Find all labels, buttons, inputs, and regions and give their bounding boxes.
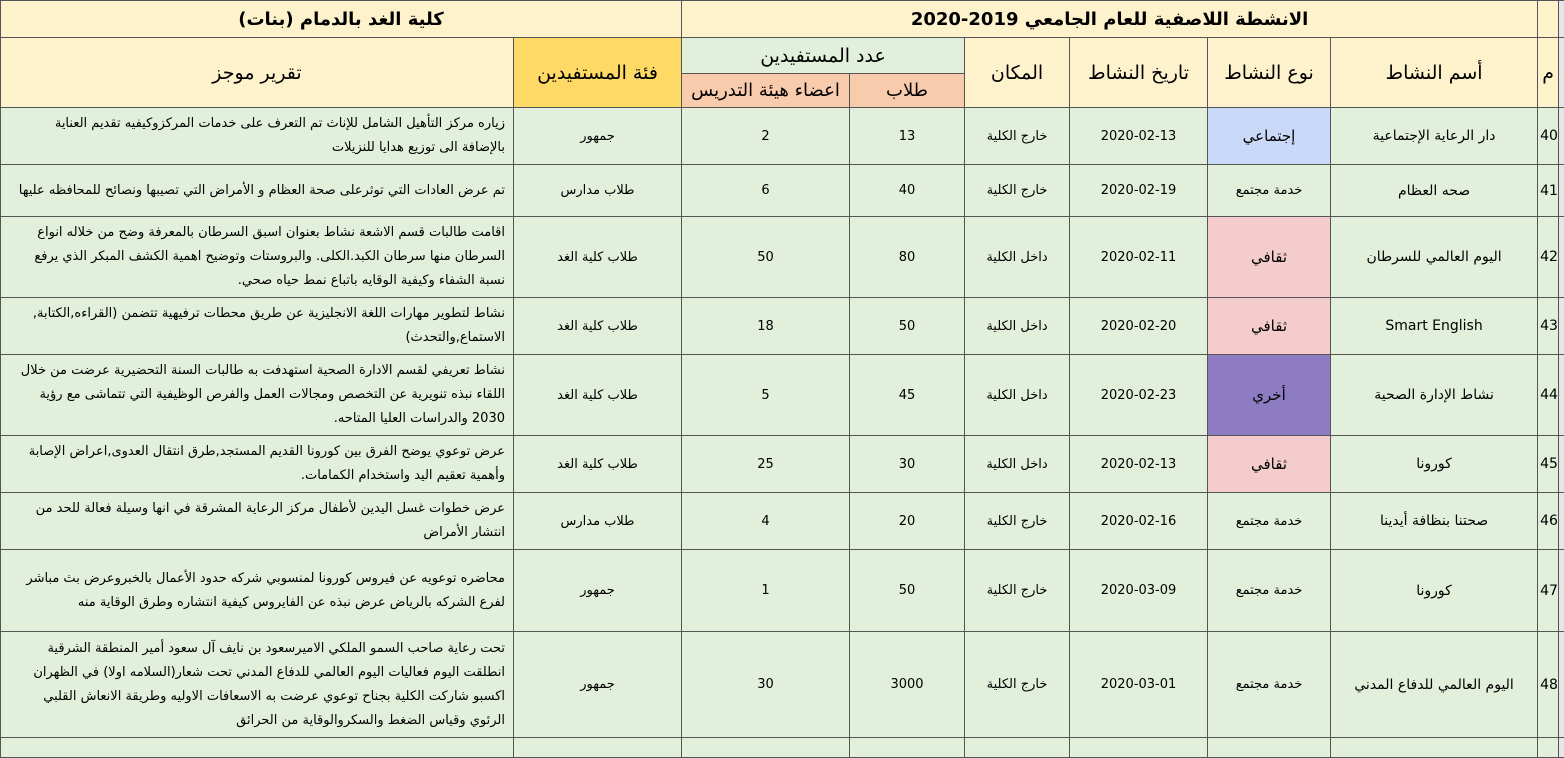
cell-location[interactable]: داخل الكلية	[965, 355, 1070, 436]
cell-type[interactable]: إجتماعي	[1208, 108, 1331, 165]
cell-name[interactable]: كورونا	[1331, 550, 1538, 632]
col-header-num[interactable]: م	[1538, 38, 1559, 108]
strip-cell[interactable]	[1559, 632, 1564, 738]
cell-location[interactable]: خارج الكلية	[965, 108, 1070, 165]
cell-name[interactable]: دار الرعاية الإجتماعية	[1331, 108, 1538, 165]
cell-faculty[interactable]: 4	[682, 493, 850, 550]
col-header-students[interactable]: طلاب	[850, 74, 965, 108]
cell-category[interactable]: طلاب كلية الغد	[514, 436, 682, 493]
cell-faculty[interactable]: 30	[682, 632, 850, 738]
cell-date[interactable]: 2020-02-20	[1070, 298, 1208, 355]
cell-empty[interactable]	[1070, 738, 1208, 758]
col-header-location[interactable]: المكان	[965, 38, 1070, 108]
cell-name[interactable]: اليوم العالمي للسرطان	[1331, 217, 1538, 298]
strip-cell[interactable]	[1559, 298, 1564, 355]
cell-faculty[interactable]: 2	[682, 108, 850, 165]
cell-num[interactable]: 42	[1538, 217, 1559, 298]
cell-category[interactable]: طلاب مدارس	[514, 493, 682, 550]
cell-faculty[interactable]: 50	[682, 217, 850, 298]
strip-cell[interactable]	[1559, 217, 1564, 298]
cell-category[interactable]: جمهور	[514, 550, 682, 632]
table-row	[1, 217, 1564, 298]
cell-faculty[interactable]: 5	[682, 355, 850, 436]
table-row	[1, 632, 1564, 738]
table-row	[1, 298, 1564, 355]
table-row	[1, 436, 1564, 493]
cell-empty[interactable]	[965, 738, 1070, 758]
cell-category[interactable]: طلاب كلية الغد	[514, 298, 682, 355]
cell-num[interactable]: 40	[1538, 108, 1559, 165]
col-header-type[interactable]: نوع النشاط	[1208, 38, 1331, 108]
cell-type[interactable]: ثقافي	[1208, 217, 1331, 298]
cell-name[interactable]: كورونا	[1331, 436, 1538, 493]
cell-date[interactable]: 2020-03-01	[1070, 632, 1208, 738]
cell-num[interactable]: 44	[1538, 355, 1559, 436]
cell-empty[interactable]	[1208, 738, 1331, 758]
cell-students[interactable]: 45	[850, 355, 965, 436]
cell-location[interactable]: خارج الكلية	[965, 632, 1070, 738]
table-row	[1, 108, 1564, 165]
cell-students[interactable]: 20	[850, 493, 965, 550]
table-row-partial	[1, 738, 1564, 758]
cell-empty[interactable]	[1331, 738, 1538, 758]
cell-type[interactable]: أخري	[1208, 355, 1331, 436]
cell-type[interactable]: خدمة مجتمع	[1208, 632, 1331, 738]
cell-summary[interactable]: نشاط لتطوير مهارات اللغة الانجليزية عن طريق محطات ترفيهية تتضمن (القراءه,الكتابة, الاستماع,والتحدث)	[1, 298, 514, 355]
cell-num[interactable]: 41	[1538, 165, 1559, 217]
cell-date[interactable]: 2020-02-13	[1070, 108, 1208, 165]
cell-location[interactable]: داخل الكلية	[965, 436, 1070, 493]
cell-num[interactable]: 43	[1538, 298, 1559, 355]
cell-date[interactable]: 2020-02-23	[1070, 355, 1208, 436]
cell-date[interactable]: 2020-02-16	[1070, 493, 1208, 550]
strip-cell[interactable]	[1559, 436, 1564, 493]
cell-location[interactable]: خارج الكلية	[965, 550, 1070, 632]
cell-name[interactable]: صحه العظام	[1331, 165, 1538, 217]
cell-category[interactable]: جمهور	[514, 108, 682, 165]
cell-students[interactable]: 50	[850, 550, 965, 632]
cell-date[interactable]: 2020-02-11	[1070, 217, 1208, 298]
cell-type[interactable]: خدمة مجتمع	[1208, 550, 1331, 632]
cell-type[interactable]: خدمة مجتمع	[1208, 165, 1331, 217]
cell-category[interactable]: طلاب مدارس	[514, 165, 682, 217]
col-header-name[interactable]: أسم النشاط	[1331, 38, 1538, 108]
header-filler-cell[interactable]	[1538, 1, 1559, 38]
cell-location[interactable]: خارج الكلية	[965, 493, 1070, 550]
cell-date[interactable]: 2020-02-19	[1070, 165, 1208, 217]
header-strip-cell[interactable]	[1559, 38, 1564, 108]
cell-faculty[interactable]: 25	[682, 436, 850, 493]
cell-location[interactable]: داخل الكلية	[965, 217, 1070, 298]
col-header-faculty[interactable]: اعضاء هيئة التدريس	[682, 74, 850, 108]
cell-summary[interactable]: زياره مركز التأهيل الشامل للإناث تم التعرف على خدمات المركزوكيفيه تقديم العناية بالإضافة الى توزيع هدايا للنزيلات	[1, 108, 514, 165]
cell-category[interactable]: طلاب كلية الغد	[514, 217, 682, 298]
col-header-date[interactable]: تاريخ النشاط	[1070, 38, 1208, 108]
table-row	[1, 165, 1564, 217]
cell-location[interactable]: خارج الكلية	[965, 165, 1070, 217]
header-strip-cell[interactable]	[1559, 1, 1564, 38]
strip-cell[interactable]	[1559, 493, 1564, 550]
cell-num[interactable]: 45	[1538, 436, 1559, 493]
cell-type[interactable]: ثقافي	[1208, 298, 1331, 355]
activities-title[interactable]: الانشطة اللاصفية للعام الجامعي 2019-2020	[682, 1, 1538, 38]
cell-name[interactable]: نشاط الإدارة الصحية	[1331, 355, 1538, 436]
cell-date[interactable]: 2020-03-09	[1070, 550, 1208, 632]
col-header-beneficiary-count[interactable]: عدد المستفيدين	[682, 38, 965, 74]
cell-summary[interactable]: اقامت طالبات قسم الاشعة نشاط بعنوان اسبق السرطان بالمعرفة وضح من خلاله انواع السرطان منها سرطان الكبد.الكلى. والبروستات وتوضيح اهمية الكشف المبكر الذي يرفع نسبة الشفاء وكيفية الوقايه باتباع نمط حياه صحي.	[1, 217, 514, 298]
strip-cell[interactable]	[1559, 738, 1564, 758]
col-header-summary[interactable]: تقرير موجز	[1, 38, 514, 108]
college-title[interactable]: كلية الغد بالدمام (بنات)	[1, 1, 682, 38]
col-header-beneficiary-category[interactable]: فئة المستفيدين	[514, 38, 682, 108]
cell-num[interactable]: 48	[1538, 632, 1559, 738]
cell-category[interactable]: جمهور	[514, 632, 682, 738]
cell-name[interactable]: Smart English	[1331, 298, 1538, 355]
cell-empty[interactable]	[682, 738, 850, 758]
cell-empty[interactable]	[514, 738, 682, 758]
cell-date[interactable]: 2020-02-13	[1070, 436, 1208, 493]
table-row	[1, 550, 1564, 632]
cell-students[interactable]: 13	[850, 108, 965, 165]
cell-summary[interactable]: تحت رعاية صاحب السمو الملكي الاميرسعود بن نايف آل سعود أمير المنطقة الشرقية انطلقت اليوم فعاليات اليوم العالمي للدفاع المدني تحت شعار(السلامه اولا) في الظهران اكسبو شاركت الكلية بجناح توعوي عرضت به الاسعافات الاوليه وطريقة الانعاش القلبي الرئوي وقياس الضغط والسكروالوقاية من الحرائق	[1, 632, 514, 738]
cell-faculty[interactable]: 1	[682, 550, 850, 632]
cell-summary[interactable]: تم عرض العادات التي توثرعلى صحة العظام و الأمراض التي تصيبها ونصائح للمحافظه عليها	[1, 165, 514, 217]
cell-name[interactable]: اليوم العالمي للدفاع المدني	[1331, 632, 1538, 738]
cell-type[interactable]: خدمة مجتمع	[1208, 493, 1331, 550]
cell-name[interactable]: صحتنا بنظافة أيدينا	[1331, 493, 1538, 550]
cell-students[interactable]: 3000	[850, 632, 965, 738]
strip-cell[interactable]	[1559, 550, 1564, 632]
cell-summary[interactable]: نشاط تعريفي لقسم الادارة الصحية استهدفت به طالبات السنة التحضيرية عرضت من خلال اللقاء نبذه تنويرية عن التخصص ومجالات العمل والفرص الوظيفية التي تتماشى مع رؤية 2030 والدراسات العليا المتاحه.	[1, 355, 514, 436]
cell-summary[interactable]: عرض خطوات غسل اليدين لأطفال مركز الرعاية المشرقة في انها وسيلة فعالة للحد من انتشار الأمراض	[1, 493, 514, 550]
table-row	[1, 355, 1564, 436]
strip-cell[interactable]	[1559, 108, 1564, 165]
cell-students[interactable]: 50	[850, 298, 965, 355]
cell-category[interactable]: طلاب كلية الغد	[514, 355, 682, 436]
strip-cell[interactable]	[1559, 355, 1564, 436]
cell-students[interactable]: 30	[850, 436, 965, 493]
cell-students[interactable]: 40	[850, 165, 965, 217]
cell-students[interactable]: 80	[850, 217, 965, 298]
cell-faculty[interactable]: 6	[682, 165, 850, 217]
cell-num[interactable]: 47	[1538, 550, 1559, 632]
cell-type[interactable]: ثقافي	[1208, 436, 1331, 493]
cell-summary[interactable]: محاضره توعويه عن فيروس كورونا لمنسوبي شركه حدود الأعمال بالخبروعرض بث مباشر لفرع الشركه بالرياض عرض نبذه عن الفايروس كيفية انتشاره وطرق الوقاية منه	[1, 550, 514, 632]
cell-location[interactable]: داخل الكلية	[965, 298, 1070, 355]
cell-summary[interactable]: عرض توعوي يوضح الفرق بين كورونا القديم المستجد,طرق انتقال العدوى,اعراض الإصابة وأهمية تعقيم اليد واستخدام الكمامات.	[1, 436, 514, 493]
cell-empty[interactable]	[850, 738, 965, 758]
cell-faculty[interactable]: 18	[682, 298, 850, 355]
cell-empty[interactable]	[1, 738, 514, 758]
cell-num[interactable]: 46	[1538, 493, 1559, 550]
cell-empty[interactable]	[1538, 738, 1559, 758]
strip-cell[interactable]	[1559, 165, 1564, 217]
table-row	[1, 493, 1564, 550]
